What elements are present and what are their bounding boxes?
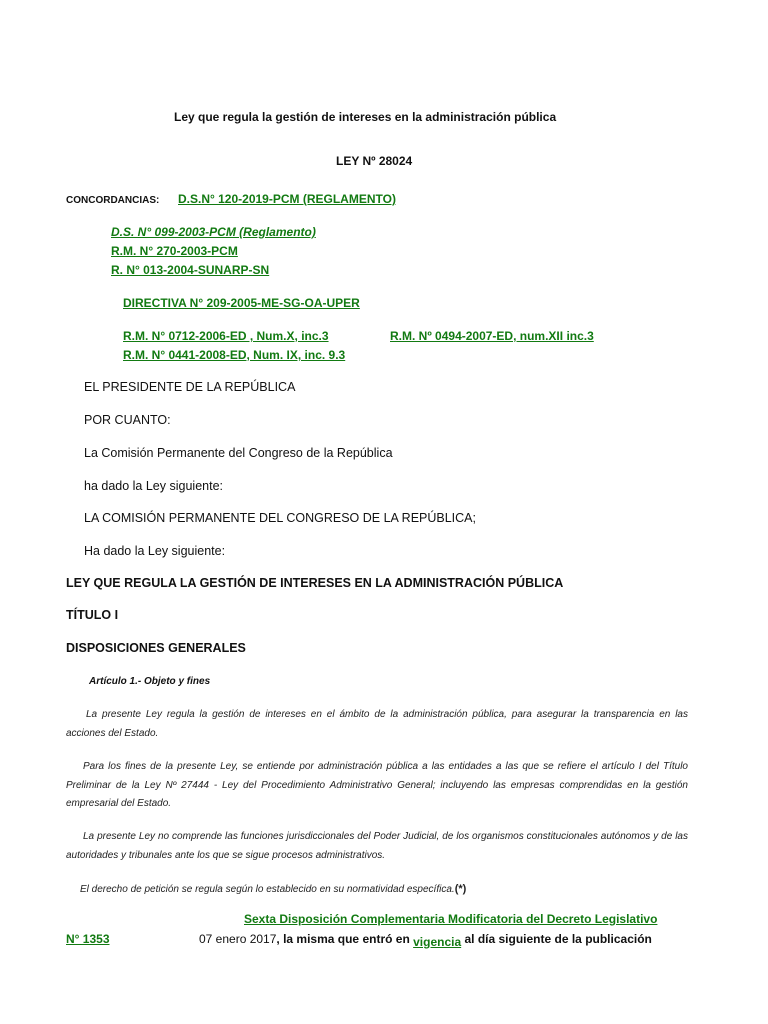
concordancia-link-rm-0441[interactable]: R.M. N° 0441-2008-ED, Num. IX, inc. 9.3 [123,348,346,362]
footnote-vigencia-link[interactable]: vigencia [413,935,462,949]
article-paragraph-3 [66,828,688,865]
concordancia-link-directiva-209[interactable]: DIRECTIVA N° 209-2005-ME-SG-OA-UPER [123,296,360,310]
footnote-line [199,932,652,949]
footnote-text-a: , la misma que entró en [276,932,414,946]
ha-dado-text: ha dado la Ley siguiente: [84,479,223,493]
titulo-heading: TÍTULO I [66,608,119,622]
footnote-text-b: al día siguiente de la publicación [461,932,652,946]
footnote-decree-link[interactable]: Sexta Disposición Complementaria Modificatoria del Decreto Legislativo [244,912,658,926]
article-paragraph-2 [66,758,688,814]
concordancia-link-rm-0494[interactable]: R.M. Nº 0494-2007-ED, num.XII inc.3 [390,329,594,343]
paragraph-2-text: Para los fines de la presente Ley, se entiende por administración pública a las entidades a las que se refiere el artículo I del Título Preliminar de la Ley Nº 27444 - Ley del Procedimiento Administrativo General; incluyendo las empresas comprendidas en la gestión empresarial del Estado. [66,761,688,809]
por-cuanto-text: POR CUANTO: [84,413,171,427]
article-paragraph-1 [66,706,688,743]
concordancias-label: CONCORDANCIAS: [66,195,160,206]
presidente-text: EL PRESIDENTE DE LA REPÚBLICA [84,380,296,394]
disposiciones-heading: DISPOSICIONES GENERALES [66,641,246,655]
concordancia-link-ds-120[interactable]: D.S.N° 120-2019-PCM (REGLAMENTO) [178,192,396,206]
document-title: Ley que regula la gestión de intereses en la administración pública [174,110,557,124]
article-title: Artículo 1.- Objeto y fines [89,676,211,687]
footnote-date: 07 enero 2017 [199,932,277,946]
paragraph-3-text: La presente Ley no comprende las funciones jurisdiccionales del Poder Judicial, de los organismos constitucionales autónomos y de las autoridades y tribunales ante los que se sigue procesos administrativos. [66,831,688,861]
footnote-marker: (*) [454,883,467,895]
article-paragraph-4 [66,880,688,900]
footnote-decree-number-link[interactable]: N° 1353 [66,932,110,946]
ha-dado-2-text: Ha dado la Ley siguiente: [84,544,226,558]
concordancia-link-r-013[interactable]: R. N° 013-2004-SUNARP-SN [111,263,270,277]
concordancia-link-ds-099[interactable]: D.S. N° 099-2003-PCM (Reglamento) [111,225,316,239]
paragraph-1-text: La presente Ley regula la gestión de intereses en el ámbito de la administración pública, para asegurar la transparencia en las acciones del Estado. [66,709,688,739]
law-number: LEY Nº 28024 [336,154,413,168]
paragraph-4-text: El derecho de petición se regula según lo establecido en su normatividad específica. [80,884,455,895]
concordancia-link-rm-270[interactable]: R.M. N° 270-2003-PCM [111,244,238,258]
comision-caps-text: LA COMISIÓN PERMANENTE DEL CONGRESO DE LA REPÚBLICA; [84,511,476,525]
ley-heading: LEY QUE REGULA LA GESTIÓN DE INTERESES EN LA ADMINISTRACIÓN PÚBLICA [66,576,564,590]
concordancia-link-rm-0712[interactable]: R.M. N° 0712-2006-ED , Num.X, inc.3 [123,329,329,343]
comision-text: La Comisión Permanente del Congreso de la República [84,446,393,460]
